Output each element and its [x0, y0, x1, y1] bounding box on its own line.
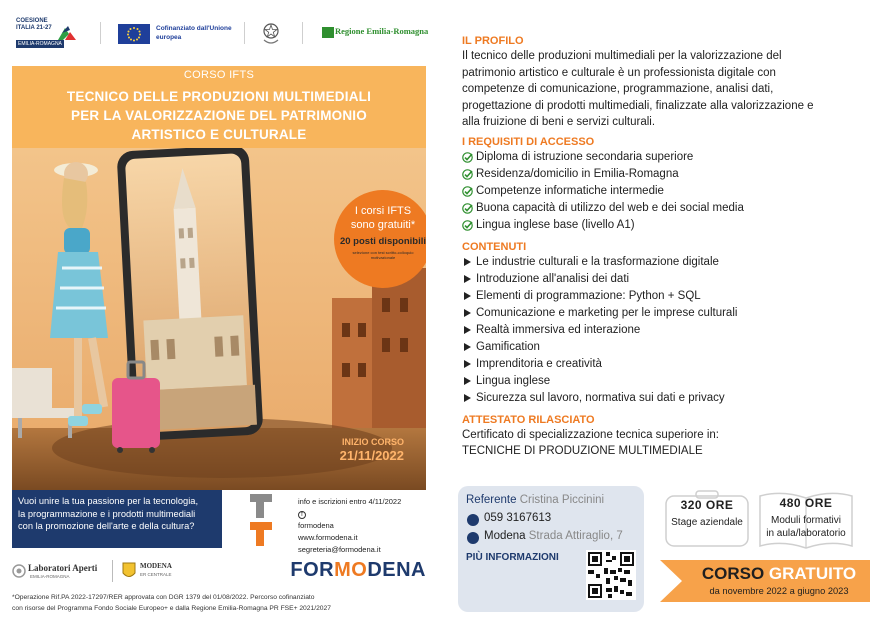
- requirement-item: [462, 217, 862, 234]
- contact-info: [298, 496, 401, 556]
- coesione-badge: EMILIA-ROMAGNA: [18, 41, 62, 47]
- start-label: INIZIO CORSO: [341, 437, 404, 447]
- enrol-deadline: info e iscrizioni entro 4/11/2022: [298, 497, 402, 506]
- laboratori-name: Laboratori Aperti: [28, 563, 98, 573]
- content-item: [462, 356, 862, 373]
- reference-city: Modena: [484, 530, 526, 542]
- footnote-line: con risorse del Programma Fondo Sociale Europeo+ e dalla Regione Emilia-Romagna PR FSE+ 2021/2027: [12, 605, 331, 612]
- social-handle[interactable]: [298, 508, 401, 532]
- profile-line: alla fruizione di beni e servizi culturali.: [462, 116, 656, 128]
- reference-card: [458, 486, 644, 612]
- hero-panel: [12, 66, 426, 490]
- website-link[interactable]: www.formodena.it: [298, 533, 358, 542]
- check-icon: [462, 152, 473, 163]
- bullet-arrow-icon: [464, 292, 471, 300]
- badge-places: 20 posti disponibili: [339, 236, 426, 247]
- requirement-item: [462, 200, 862, 217]
- rer-mark-icon: [322, 27, 334, 38]
- requirement-item: [462, 183, 862, 200]
- laboratori-mark-icon: [12, 564, 26, 578]
- contents-heading: CONTENUTI: [462, 240, 527, 253]
- certificate-text: [462, 427, 862, 460]
- stage-hours: [660, 490, 754, 550]
- laboratori-sub: EMILIA-ROMAGNA: [30, 574, 70, 579]
- bullet-arrow-icon: [464, 326, 471, 334]
- coesione-italia-logo: [16, 18, 96, 50]
- location-pin-icon: [467, 532, 479, 544]
- promo-line: con la promozione dell'arte e della cultura?: [18, 521, 195, 531]
- hero-header: [12, 66, 426, 148]
- brand-part: MO: [334, 559, 368, 581]
- stage-hours-value: 320 ORE: [680, 498, 734, 512]
- module-hours: [756, 488, 856, 552]
- content-item: [462, 271, 862, 288]
- more-info-link[interactable]: PIÙ INFORMAZIONI: [466, 552, 559, 563]
- requirement-text: Lingua inglese base (livello A1): [476, 218, 635, 231]
- profile-line: patrimonio artistico e culturale è un professionista digitale con: [462, 66, 776, 79]
- eu-cofunded-logo: [118, 22, 238, 46]
- free-course-title: [694, 564, 864, 584]
- logo-divider: [244, 22, 245, 44]
- stage-hours-label: Stage aziendale: [671, 517, 743, 528]
- free-course-title-b: GRATUITO: [768, 564, 857, 583]
- reference-address: [484, 530, 623, 542]
- regione-emilia-romagna-logo: [322, 26, 429, 40]
- modena-logo: [122, 560, 192, 582]
- requirement-item: [462, 166, 862, 183]
- email-link[interactable]: segreteria@formodena.it: [298, 545, 381, 554]
- reference-label: Referente: [466, 494, 517, 506]
- contents-list: [462, 254, 862, 407]
- requirements-list: [462, 149, 862, 234]
- partner-logos: [12, 556, 426, 584]
- requirement-text: Buona capacità di utilizzo del web e dei social media: [476, 201, 744, 214]
- content-text: Elementi di programmazione: Python + SQL: [476, 289, 701, 302]
- content-text: Imprenditoria e creatività: [476, 357, 602, 370]
- promo-strip: [12, 490, 222, 548]
- laboratori-aperti-logo: [12, 560, 112, 582]
- certificate-line: TECNICHE DI PRODUZIONE MULTIMEDIALE: [462, 445, 703, 457]
- coesione-mark-icon: [56, 24, 78, 42]
- content-text: Introduzione all'analisi dei dati: [476, 272, 630, 285]
- profile-line: progettazione di prodotti multimediali, finalizzate alla valorizzazione e: [462, 99, 814, 112]
- content-item: [462, 373, 862, 390]
- profile-text: [462, 48, 862, 131]
- bullet-arrow-icon: [464, 258, 471, 266]
- formodena-mark-icon: [246, 492, 276, 546]
- phone-icon: [467, 514, 479, 526]
- requirement-text: Residenza/domicilio in Emilia-Romagna: [476, 167, 679, 180]
- facebook-icon: f: [298, 511, 306, 519]
- module-hours-label-2: in aula/laboratorio: [766, 528, 846, 539]
- course-title-line: ARTISTICO E CULTURALE: [131, 127, 307, 142]
- check-icon: [462, 186, 473, 197]
- rer-text: Regione Emilia-Romagna: [335, 26, 429, 36]
- qr-code[interactable]: [586, 550, 636, 600]
- suitcase: [112, 378, 160, 448]
- content-item: [462, 322, 862, 339]
- badge-line-1: I corsi IFTS: [354, 205, 412, 217]
- content-text: Lingua inglese: [476, 374, 551, 387]
- profile-line: competenze di comunicazione, programmazione, analisi dati,: [462, 83, 774, 95]
- content-item: [462, 390, 862, 407]
- footnote-line: *Operazione Rif.PA 2022-17297/RER approvata con DGR 1379 del 01/08/2022. Percorso cofinanziato: [12, 594, 315, 601]
- content-text: Gamification: [476, 340, 540, 353]
- course-details: [462, 34, 862, 460]
- reference-person: [466, 494, 604, 506]
- social-text: formodena: [298, 521, 334, 530]
- module-hours-label-1: Moduli formativi: [770, 515, 842, 526]
- course-start: [340, 436, 404, 463]
- content-item: [462, 254, 862, 271]
- profile-heading: IL PROFILO: [462, 35, 524, 47]
- modena-sub: ER CENTRALE: [140, 572, 172, 577]
- logo-divider: [302, 22, 303, 44]
- free-course-dates: da novembre 2022 a giugno 2023: [709, 586, 849, 596]
- promo-line: Vuoi unire la tua passione per la tecnologia,: [18, 496, 199, 506]
- reference-name: Cristina Piccinini: [519, 494, 605, 506]
- brand-part: FOR: [290, 559, 335, 581]
- check-icon: [462, 169, 473, 180]
- free-course-title-a: CORSO: [701, 564, 769, 583]
- course-title: [12, 87, 426, 144]
- content-text: Realtà immersiva ed interazione: [476, 323, 641, 336]
- requirement-item: [462, 149, 862, 166]
- brand-part: DENA: [367, 559, 426, 581]
- badge-line-2: sono gratuiti*: [350, 219, 416, 231]
- content-item: [462, 288, 862, 305]
- requirement-text: Diploma di istruzione secondaria superiore: [476, 150, 694, 163]
- content-text: Le industrie culturali e la trasformazione digitale: [476, 255, 719, 268]
- badge-note: selezione con test scritto-colloquio motivazionale: [352, 250, 414, 260]
- content-item: [462, 305, 862, 322]
- reference-phone[interactable]: 059 3167613: [484, 512, 552, 524]
- start-date: 21/11/2022: [339, 448, 404, 463]
- bullet-arrow-icon: [464, 377, 471, 385]
- contact-box: [222, 490, 426, 554]
- requirements-heading: I REQUISITI DI ACCESSO: [462, 135, 595, 148]
- course-title-line: PER LA VALORIZZAZIONE DEL PATRIMONIO: [71, 108, 367, 123]
- course-kicker: CORSO IFTS: [183, 69, 255, 81]
- free-course-banner: [660, 560, 870, 602]
- check-icon: [462, 203, 473, 214]
- bullet-arrow-icon: [464, 275, 471, 283]
- modena-name: MODENA: [140, 562, 172, 570]
- bullet-arrow-icon: [464, 360, 471, 368]
- eu-text: Cofinanziato dall'Unione europea: [156, 25, 232, 41]
- check-icon: [462, 220, 473, 231]
- reference-street: Strada Attiraglio, 7: [528, 530, 623, 542]
- coesione-title: COESIONE ITALIA 21-27: [16, 18, 52, 31]
- content-item: [462, 339, 862, 356]
- modena-crest-icon: [122, 562, 136, 580]
- module-hours-value: 480 ORE: [779, 496, 833, 510]
- certificate-line: Certificato di specializzazione tecnica superiore in:: [462, 428, 719, 441]
- promo-line: la programmazione e i prodotti multimediali: [18, 508, 196, 519]
- bullet-arrow-icon: [464, 309, 471, 317]
- free-course-badge: [334, 190, 426, 288]
- logo-divider: [100, 22, 101, 44]
- bullet-arrow-icon: [464, 343, 471, 351]
- footnote: [12, 592, 432, 614]
- logo-bar: [12, 16, 432, 52]
- content-text: Comunicazione e marketing per le imprese culturali: [476, 306, 738, 319]
- formodena-logo: [290, 559, 426, 582]
- requirement-text: Competenze informatiche intermedie: [476, 184, 664, 197]
- italian-republic-emblem-icon: [262, 20, 280, 46]
- eu-flag-icon: [118, 24, 150, 44]
- bullet-arrow-icon: [464, 394, 471, 402]
- profile-line: Il tecnico delle produzioni multimediali per la valorizzazione del: [462, 50, 782, 62]
- partner-divider: [112, 560, 113, 582]
- certificate-heading: ATTESTATO RILASCIATO: [462, 413, 595, 426]
- content-text: Sicurezza sul lavoro, normativa sui dati e privacy: [476, 391, 725, 404]
- course-title-line: TECNICO DELLE PRODUZIONI MULTIMEDIALI: [66, 89, 372, 104]
